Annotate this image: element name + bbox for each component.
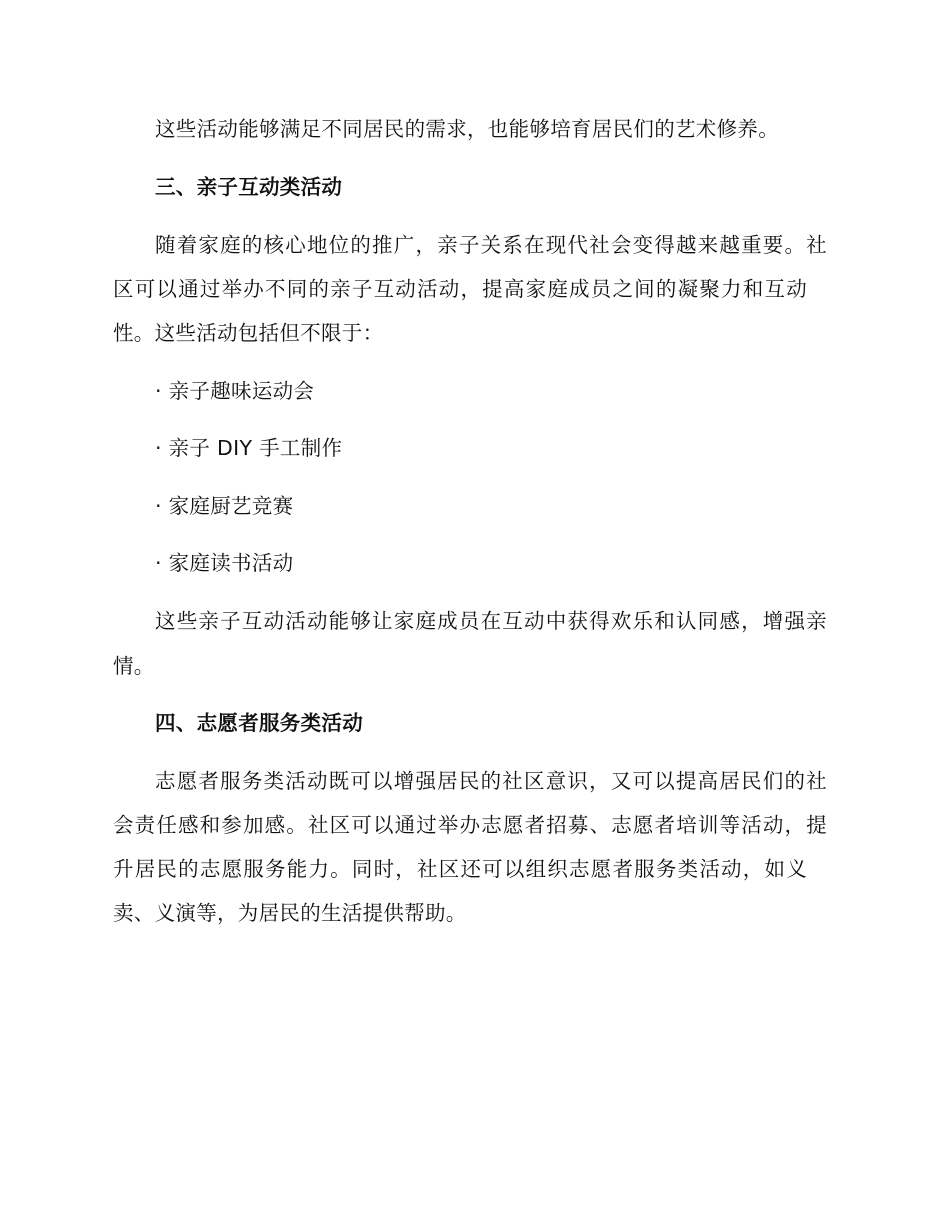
paragraph-line: 会责任感和参加感。社区可以通过举办志愿者招募、志愿者培训等活动，提 xyxy=(113,813,827,837)
heading-volunteer-activities: 四、志愿者服务类活动 xyxy=(155,711,363,735)
heading-parent-child-activities: 三、亲子互动类活动 xyxy=(155,175,343,199)
paragraph-line: 这些亲子互动活动能够让家庭成员在互动中获得欢乐和认同感，增强亲 xyxy=(155,609,827,633)
paragraph-line: 升居民的志愿服务能力。同时，社区还可以组织志愿者服务类活动，如义 xyxy=(113,857,807,881)
list-item: · 亲子 DIY 手工制作 xyxy=(155,436,343,460)
paragraph-line: 志愿者服务类活动既可以增强居民的社区意识，又可以提高居民们的社 xyxy=(155,769,827,793)
paragraph-line: 情。 xyxy=(113,654,155,678)
list-item: · 亲子趣味运动会 xyxy=(155,379,315,403)
paragraph-line: 随着家庭的核心地位的推广，亲子关系在现代社会变得越来越重要。社 xyxy=(155,233,827,257)
paragraph-line: 区可以通过举办不同的亲子互动活动，提高家庭成员之间的凝聚力和互动 xyxy=(113,277,807,301)
paragraph-line: 卖、义演等，为居民的生活提供帮助。 xyxy=(113,901,467,925)
list-item: · 家庭读书活动 xyxy=(155,551,294,575)
paragraph-line: 性。这些活动包括但不限于： xyxy=(113,321,384,345)
paragraph-closing-arts: 这些活动能够满足不同居民的需求，也能够培育居民们的艺术修养。 xyxy=(155,117,779,141)
list-item: · 家庭厨艺竞赛 xyxy=(155,494,294,518)
